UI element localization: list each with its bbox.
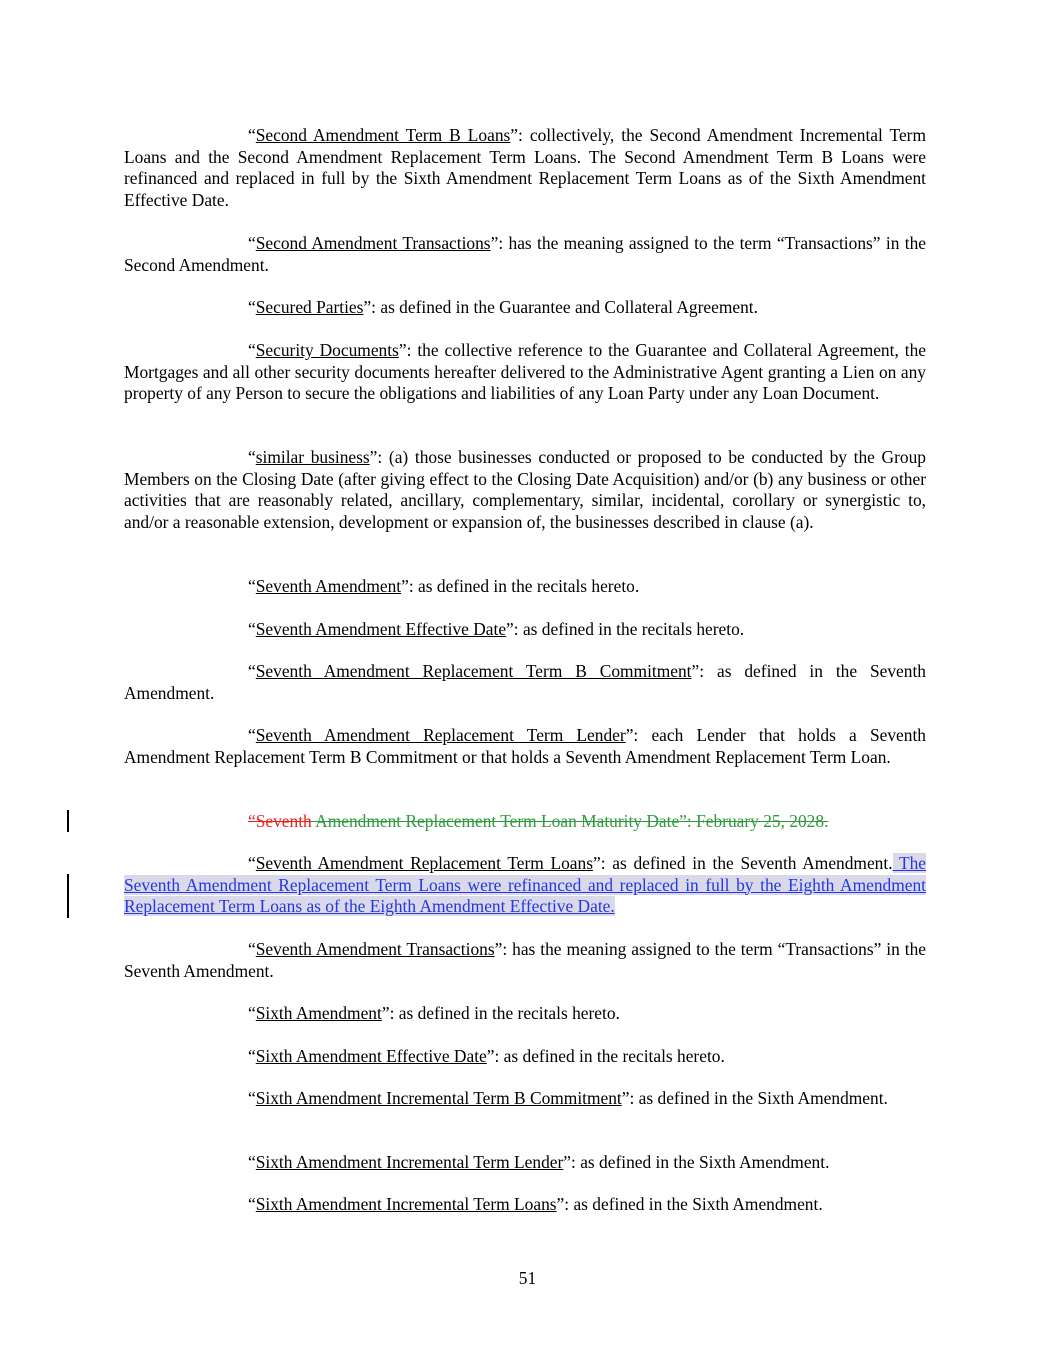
definition-seventh-amendment-replacement-term-b-commitment: “Seventh Amendment Replacement Term B Commitment”: as defined in the Seventh Amendment. — [124, 661, 926, 703]
definition-seventh-amendment-replacement-term-loans: “Seventh Amendment Replacement Term Loans”: as defined in the Seventh Amendment. The Seventh Amendment Replacement Term Loans were refinanced and replaced in full by the Eighth Amendment Replacement Term Loans as of the Eighth Amendment Effective Date. — [124, 853, 926, 917]
inserted-text: The Seventh Amendment Replacement Term Loans were refinanced and replaced in full by the Eighth Amendment Replacement Term Loans as of the Eighth Amendment Effective Date. — [124, 853, 926, 917]
definition-text: : the collective reference to the Guarantee and Collateral Agreement, the Mortgages and all other security documents hereafter delivered to the Administrative Agent granting a Lien on any property of any Person to secure the obligations and liabilities of any Loan Party under any Loan Document. — [124, 340, 926, 404]
change-bar — [67, 874, 69, 918]
defined-term: Seventh Amendment — [255, 576, 402, 596]
definition-seventh-amendment-effective-date: “Seventh Amendment Effective Date”: as defined in the recitals hereto. — [248, 619, 745, 639]
defined-term: Second Amendment Transactions — [255, 233, 491, 253]
definition-text: : each Lender that holds a Seventh Amendment Replacement Term B Commitment or that holds a Seventh Amendment Replacement Term Loan. — [124, 725, 926, 767]
definition-secured-parties: “Secured Parties”: as defined in the Guarantee and Collateral Agreement. — [248, 297, 758, 317]
deleted-definition-text: ”: February 25, 2028. — [679, 811, 829, 831]
defined-term: Seventh Amendment Replacement Term B Commitment — [255, 661, 692, 681]
definition-sixth-amendment-effective-date: “Sixth Amendment Effective Date”: as defined in the recitals hereto. — [248, 1046, 725, 1066]
definition-text: : as defined in the Sixth Amendment. — [629, 1088, 888, 1108]
definition-security-documents: “Security Documents”: the collective reference to the Guarantee and Collateral Agreement, the Mortgages and all other security documents hereafter delivered to the Administrative Agent granting a Lien on any property of any Person to secure the obligations and liabilities of any Loan Party under any Loan Document. — [124, 340, 926, 404]
defined-term: Seventh Amendment Replacement Term Loans — [255, 853, 593, 873]
defined-term: Seventh Amendment Effective Date — [255, 619, 507, 639]
defined-term: similar business — [255, 447, 370, 467]
defined-term: Seventh Amendment Replacement Term Lender — [255, 725, 626, 745]
definition-sixth-amendment: “Sixth Amendment”: as defined in the recitals hereto. — [248, 1003, 620, 1023]
definition-text: : has the meaning assigned to the term “Transactions” in the Second Amendment. — [124, 233, 926, 275]
defined-term: Sixth Amendment Effective Date — [255, 1046, 487, 1066]
defined-term: Sixth Amendment Incremental Term B Commitment — [255, 1088, 622, 1108]
definition-text: : as defined in the Sixth Amendment. — [564, 1194, 823, 1214]
definition-sixth-amendment-incremental-term-loans: “Sixth Amendment Incremental Term Loans”: as defined in the Sixth Amendment. — [248, 1194, 823, 1214]
definition-second-amendment-transactions: “Second Amendment Transactions”: has the meaning assigned to the term “Transactions” in the Second Amendment. — [124, 233, 926, 275]
deleted-term-open: “Seventh — [248, 811, 312, 831]
definition-text: : has the meaning assigned to the term “Transactions” in the Seventh Amendment. — [124, 939, 926, 981]
deleted-term: Amendment Replacement Term Loan Maturity Date — [311, 811, 680, 831]
defined-term: Security Documents — [255, 340, 399, 360]
definition-text: : as defined in the Seventh Amendment. — [124, 661, 926, 703]
definition-text: : as defined in the Guarantee and Collateral Agreement. — [371, 297, 758, 317]
deleted-definition-maturity-date — [124, 811, 926, 833]
definition-text: : (a) those businesses conducted or proposed to be conducted by the Group Members on the Closing Date (after giving effect to the Closing Date Acquisition) and/or (b) any business or other activities that are reasonably related, ancillary, complementary, similar, incidental, corollary or synergistic to, and/or a reasonable extension, development or expansion of, the businesses described in clause (a). — [124, 447, 926, 532]
definition-sixth-amendment-incremental-term-b-commitment: “Sixth Amendment Incremental Term B Commitment”: as defined in the Sixth Amendment. — [248, 1088, 888, 1108]
definition-second-amendment-term-b-loans: “Second Amendment Term B Loans”: collectively, the Second Amendment Incremental Term Loans and the Second Amendment Replacement Term Loans. The Second Amendment Term B Loans were refinanced and replaced in full by the Sixth Amendment Replacement Term Loans as of the Sixth Amendment Effective Date. — [124, 125, 927, 210]
definition-text: : as defined in the Sixth Amendment. — [571, 1152, 830, 1172]
definition-seventh-amendment: “Seventh Amendment”: as defined in the recitals hereto. — [248, 576, 640, 596]
definition-text: : as defined in the recitals hereto. — [513, 619, 745, 639]
definition-text: : as defined in the recitals hereto. — [494, 1046, 725, 1066]
definition-text: : as defined in the recitals hereto. — [408, 576, 640, 596]
defined-term: Seventh Amendment Transactions — [255, 939, 495, 959]
definition-text: : as defined in the recitals hereto. — [389, 1003, 620, 1023]
definition-text: : as defined in the Seventh Amendment. — [600, 853, 893, 873]
definition-text: : collectively, the Second Amendment Incremental Term Loans and the Second Amendment Replacement Term Loans. The Second Amendment Term B Loans were refinanced and replaced in full by the Sixth Amendment Replacement Term Loans as of the Sixth Amendment Effective Date. — [124, 125, 927, 210]
definition-sixth-amendment-incremental-term-lender: “Sixth Amendment Incremental Term Lender”: as defined in the Sixth Amendment. — [248, 1152, 830, 1172]
defined-term: Sixth Amendment Incremental Term Lender — [255, 1152, 564, 1172]
defined-term: Sixth Amendment — [255, 1003, 382, 1023]
change-bar — [67, 810, 69, 832]
definition-seventh-amendment-replacement-term-lender: “Seventh Amendment Replacement Term Lender”: each Lender that holds a Seventh Amendment Replacement Term B Commitment or that holds a Seventh Amendment Replacement Term Loan. — [124, 725, 926, 767]
defined-term: Second Amendment Term B Loans — [255, 125, 511, 145]
defined-term: Secured Parties — [255, 297, 364, 317]
defined-term: Sixth Amendment Incremental Term Loans — [255, 1194, 557, 1214]
page-number: 51 — [518, 1268, 537, 1288]
definition-similar-business: “similar business”: (a) those businesses conducted or proposed to be conducted by the Group Members on the Closing Date (after giving effect to the Closing Date Acquisition) and/or (b) any business or other activities that are reasonably related, ancillary, complementary, similar, incidental, corollary or synergistic to, and/or a reasonable extension, development or expansion of, the businesses described in clause (a). — [124, 447, 926, 532]
definition-seventh-amendment-transactions: “Seventh Amendment Transactions”: has the meaning assigned to the term “Transactions” in the Seventh Amendment. — [124, 939, 926, 981]
